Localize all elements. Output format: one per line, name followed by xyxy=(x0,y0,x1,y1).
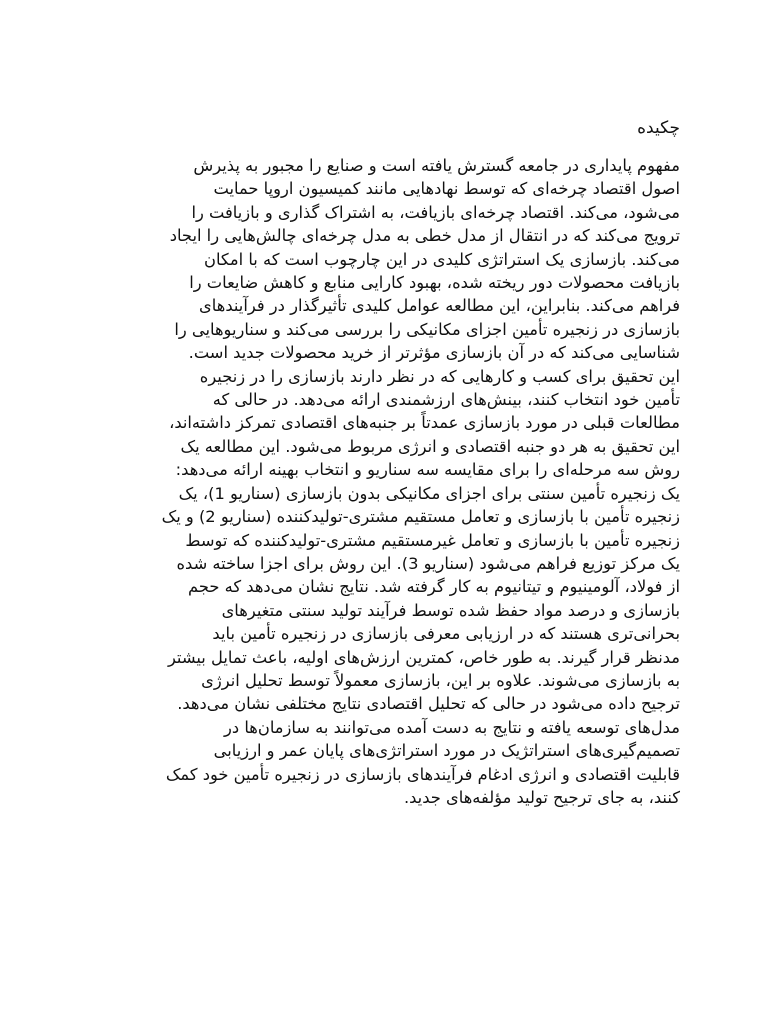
paragraph-line: مطالعات قبلی در مورد بازسازی عمدتاً بر جنبه‌های اقتصادی تمرکز داشته‌اند، xyxy=(169,413,680,433)
paragraph-line: بحرانی‌تری هستند که در ارزیابی معرفی بازسازی در زنجیره تأمین باید xyxy=(212,624,680,644)
paragraph-line: بازیافت محصولات دور ریخته شده، بهبود کارایی منابع و کاهش ضایعات را xyxy=(189,273,680,293)
paragraph-line: کنند، به جای ترجیح تولید مؤلفه‌های جدید. xyxy=(403,787,680,807)
paragraph-line: یک زنجیره تأمین سنتی برای اجزای مکانیکی بدون بازسازی (سناریو 1)، یک xyxy=(178,483,680,503)
abstract-section xyxy=(90,114,680,809)
paragraph-line: بازسازی و درصد مواد حفظ شده توسط فرآیند تولید سنتی متغیرهای xyxy=(221,600,680,620)
paragraph-line: اصول اقتصاد چرخه‌ای که توسط نهادهایی مانند کمیسیون اروپا حمایت xyxy=(213,179,680,199)
paragraph-line: مفهوم پایداری در جامعه گسترش یافته است و صنایع را مجبور به پذیرش xyxy=(193,156,680,175)
paragraph-line: این تحقیق به هر دو جنبه اقتصادی و انرژی مربوط می‌شود. این مطالعه یک xyxy=(180,436,680,456)
paragraph-line: زنجیره تأمین با بازسازی و تعامل مستقیم مشتری-تولیدکننده (سناریو 2) و یک xyxy=(161,507,680,527)
paragraph-line: مدل‌های توسعه یافته و نتایج به دست آمده می‌توانند به سازمان‌ها در xyxy=(224,717,680,737)
paragraph-line: ترجیح داده می‌شود در حالی که تحلیل اقتصادی نتایج مختلفی نشان می‌دهد. xyxy=(177,694,680,714)
paragraph-line: می‌شود، می‌کند. اقتصاد چرخه‌ای بازیافت، به اشتراک گذاری و بازیافت را xyxy=(191,202,680,222)
paragraph-line: این تحقیق برای کسب و کارهایی که در نظر دارند بازسازی را در زنجیره xyxy=(199,366,680,386)
paragraph-line: بازسازی در زنجیره تأمین اجزای مکانیکی را بررسی می‌کند و سناریوهایی را xyxy=(174,319,680,339)
abstract-heading: چکیده xyxy=(637,118,680,138)
paragraph-line: می‌کند. بازسازی یک استراتژی کلیدی در این چارچوب است که با امکان xyxy=(204,249,680,269)
paragraph-line: از فولاد، آلومینیوم و تیتانیوم به کار گرفته شد. نتایج نشان می‌دهد که حجم xyxy=(188,577,680,597)
paragraph-line: فراهم می‌کند. بنابراین، این مطالعه عوامل کلیدی تأثیرگذار در فرآیندهای xyxy=(199,296,680,316)
paragraph-line: به بازسازی می‌شوند. علاوه بر این، بازسازی معمولاً توسط تحلیل انرژی xyxy=(201,670,680,690)
paragraph-line: یک مرکز توزیع فراهم می‌شود (سناریو 3). این روش برای اجزا ساخته شده xyxy=(176,553,680,573)
paragraph-line: شناسایی می‌کند که در آن بازسازی مؤثرتر از خرید محصولات جدید است. xyxy=(188,343,680,363)
abstract-paragraph xyxy=(90,154,680,809)
paragraph-line: ترویج می‌کند که در انتقال از مدل خطی به مدل چرخه‌ای چالش‌هایی را ایجاد xyxy=(169,226,680,246)
paragraph-line: تصمیم‌گیری‌های استراتژیک در مورد استراتژی‌های پایان عمر و ارزیابی xyxy=(213,741,680,761)
paragraph-line: قابلیت اقتصادی و انرژی ادغام فرآیندهای بازسازی در زنجیره تأمین خود کمک xyxy=(165,764,680,784)
paragraph-line: مدنظر قرار گیرند. به طور خاص، کمترین ارزش‌های اولیه، باعث تمایل بیشتر xyxy=(167,647,680,667)
paragraph-line: زنجیره تأمین با بازسازی و تعامل غیرمستقیم مشتری-تولیدکننده که توسط xyxy=(185,530,680,550)
paragraph-line: تأمین خود انتخاب کنند، بینش‌های ارزشمندی ارائه می‌دهد. در حالی که xyxy=(212,390,680,410)
paragraph-line: روش سه مرحله‌ای را برای مقایسه سه سناریو و انتخاب بهینه ارائه می‌دهد: xyxy=(175,460,680,480)
